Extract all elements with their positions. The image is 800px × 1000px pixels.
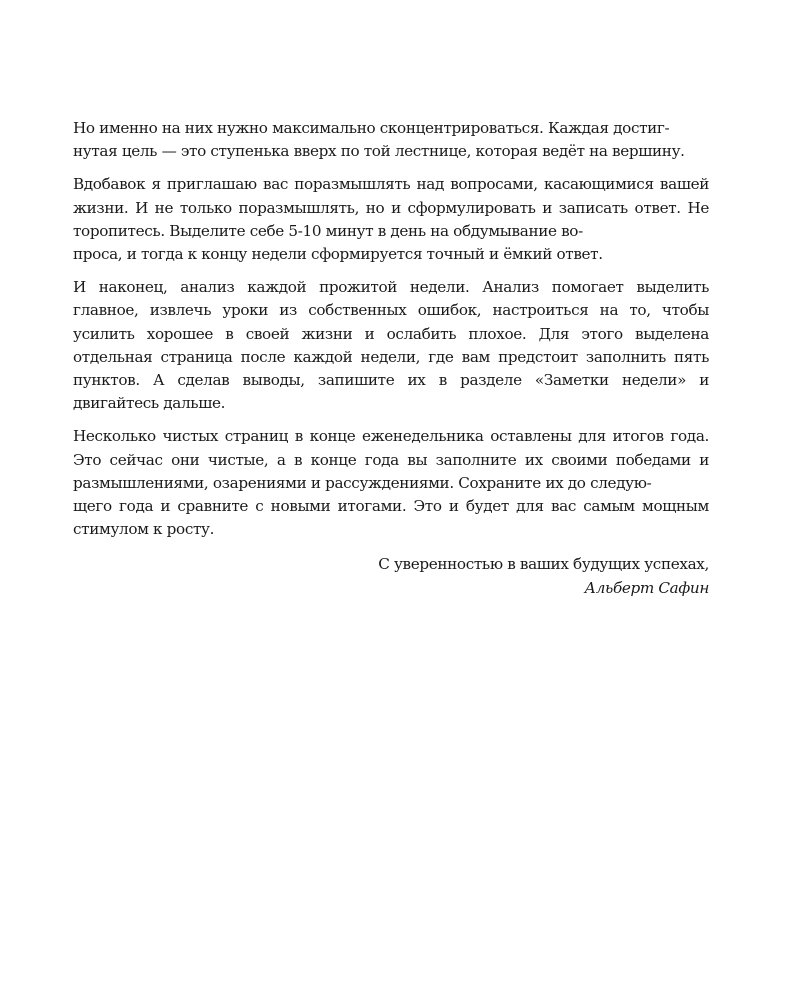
paragraph-3: И наконец, анализ каждой прожитой недели. Анализ помогает выделить главное, извлечь уроки из собственных ошибок, настроиться на то, чтобы усилить хорошее в своей жизни и ослабить плохое. Для этого выделена отдельная страница после каждой недели, где вам предстоит заполнить пять пунктов. А сделав выводы, запишите их в разделе «Заметки недели» и двигайтесь дальше.: [73, 278, 709, 413]
signature-block: [73, 553, 709, 599]
paragraph-4: Несколько чистых страниц в конце еженедельника оставлены для итогов года. Это сейчас они чистые, а в конце года вы заполните их своими победами и размышлениями, озарениями и рассуждениями. Сохраните их до следую- щего года и сравните с новыми итогами. Это и будет для вас самым мощным стимулом к росту.: [73, 427, 709, 539]
paragraph-1: Но именно на них нужно максимально сконцентрироваться. Каждая достиг- нутая цель — это ступенька вверх по той лестнице, которая ведёт на вершину.: [73, 119, 685, 161]
body-text: [73, 117, 709, 600]
paragraph-2: Вдобавок я приглашаю вас поразмышлять над вопросами, касающимися вашей жизни. И не только поразмышлять, но и сформулировать и записать ответ. Не торопитесь. Выделите себе 5-10 минут в день на обдумывание во- проса, и тогда к концу недели сформируется точный и ёмкий ответ.: [73, 175, 709, 264]
signature-closing: С уверенностью в ваших будущих успехах,: [378, 555, 709, 574]
signature-author: Альберт Сафин: [584, 578, 709, 597]
